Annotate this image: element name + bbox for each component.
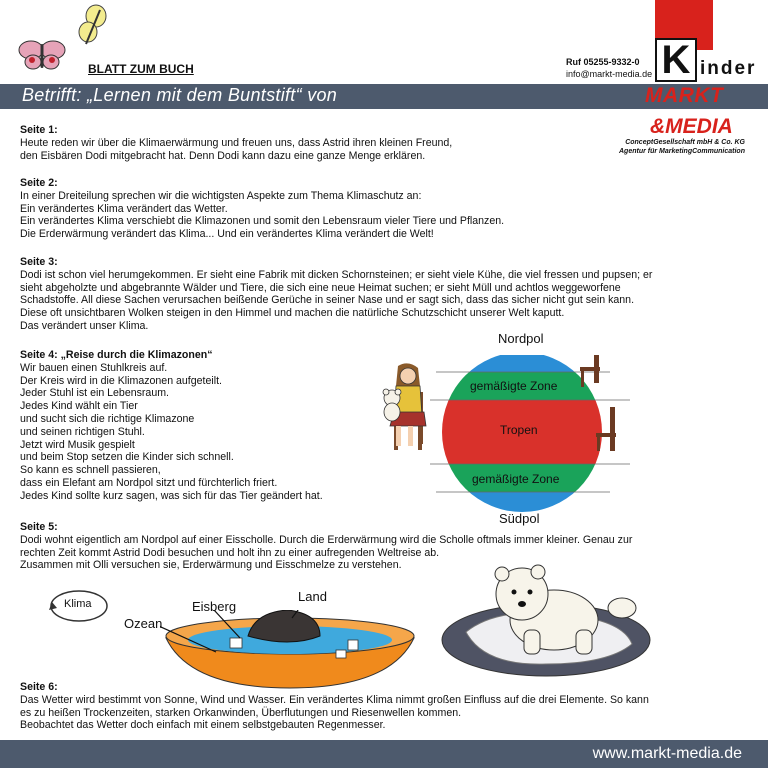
globe-label-nordpol: Nordpol [498,331,544,346]
text-line: Wir bauen einen Stuhlkreis auf. [20,361,168,374]
logo-markt-text: MARKT [645,84,724,107]
globe-label-zone-bottom: gemäßigte Zone [472,472,560,486]
footer-url-link[interactable]: www.markt-media.de [592,745,742,762]
text-line: So kann es schnell passieren, [20,464,161,477]
text-line: Ein verändertes Klima verschiebt die Klimazonen und somit den Lebensraum vieler Tiere und Pflanzen. [20,215,505,228]
polar-zone-south [430,492,650,514]
polar-zone-north [430,355,650,372]
text-line: Diese oft unsichtbaren Wolken steigen in den Himmel und machen die natürliche Schutzschicht unserer Welt kaputt. [20,307,565,320]
text-line: sieht abgeholzte und abgebrannte Wälder und Tiere, die sich eine neue Heimat suchen; er sieht Müll und achtlos weggeworfene [20,281,621,294]
globe-label-suedpol: Südpol [499,511,540,526]
tropical-zone [430,400,650,464]
globe-label-zone-top: gemäßigte Zone [470,379,558,393]
text-line: Dodi ist schon viel herumgekommen. Er sieht eine Fabrik mit dicken Schornsteinen; er sieht viele Kühe, die viel fressen und pupsen; er [20,268,653,281]
polar-bear-on-ice-illustration [436,560,656,680]
section-heading: Seite 6: [20,681,58,693]
banner-title: Betrifft: „Lernen mit dem Buntstift“ von [22,85,338,105]
text-line: den Eisbären Dodi mitgebracht hat. Denn Dodi kann dazu eine ganze Menge erklären. [20,149,426,162]
text-line: Jedes Kind wählt ein Tier [20,400,138,413]
logo-kinder-text: inder [700,58,757,79]
contact-phone: Ruf 05255-9332-0 [566,57,640,67]
butterfly-yellow-icon [76,4,110,48]
section-seite-6 [20,681,750,732]
chair-icon [580,355,600,387]
section-seite-2 [20,177,750,241]
text-line: Jetzt wird Musik gespielt [20,438,135,451]
text-line: und seinen richtigen Stuhl. [20,425,145,438]
text-line: Die Erderwärmung verändert das Klima... Und ein verändertes Klima verändert die Welt! [20,228,434,241]
text-line: rechten Zeit kommt Astrid Dodi besuchen und holt ihn zu einer aufregenden Weltreise ab. [20,546,440,559]
section-heading: Seite 1: [20,124,58,136]
text-line: In einer Dreiteilung sprechen wir die wichtigsten Aspekte zum Thema Klimaschutz an: [20,189,422,202]
bowl-label-eisberg: Eisberg [192,599,237,614]
contact-info [566,56,652,80]
butterfly-pink-icon [18,38,66,72]
text-line: Dodi wohnt eigentlich am Nordpol auf einer Eisscholle. Durch die Erderwärmung wird die Scholle oftmals immer kleiner. Genau zur [20,533,633,546]
section-seite-4 [20,349,380,503]
page-title: BLATT ZUM BUCH [88,62,194,76]
text-line: Jeder Stuhl ist ein Lebensraum. [20,387,169,400]
section-heading: Seite 4: „Reise durch die Klimazonen“ [20,349,213,361]
section-heading: Seite 5: [20,521,58,533]
logo-subtitle-line2: Agentur für MarketingCommunication [618,148,745,155]
logo-k: K [655,38,697,82]
text-line: Das Wetter wird bestimmt von Sonne, Wind und Wasser. Ein verändertes Klima nimmt großen Einfluss auf die drei Elemente. So kann [20,693,649,706]
klima-label: Klima [64,598,92,610]
ocean-bowl-illustration [160,610,420,690]
text-line: Heute reden wir über die Klimaerwärmung und freuen uns, dass Astrid ihren kleinen Freund, [20,136,453,149]
text-line: Schadstoffe. All diese Sachen verursachen beißende Gerüche in seiner Nase und er sagt sich, dass das sicher nicht gut sein kann. [20,294,635,307]
logo-media-text: &MEDIA [650,115,733,138]
bowl-label-land: Land [298,589,327,604]
text-line: und sucht sich die richtige Klimazone [20,412,195,425]
section-heading: Seite 3: [20,256,58,268]
bowl-label-ozean: Ozean [124,616,163,631]
contact-email[interactable]: info@markt-media.de [566,69,653,79]
text-line: Das verändert unser Klima. [20,319,149,332]
section-seite-1 [20,124,750,162]
section-heading: Seite 2: [20,177,58,189]
text-line: Der Kreis wird in die Klimazonen aufgeteilt. [20,374,222,387]
logo-subtitle-line1: ConceptGesellschaft mbH & Co. KG [625,139,745,146]
text-line: Zusammen mit Olli versuchen sie, Erderwärmung und Eisschmelze zu verstehen. [20,559,402,572]
text-line: Jedes Kind sollte kurz sagen, was sich für das Tier geändert hat. [20,489,323,502]
text-line: und beim Stop setzen die Kinder sich schnell. [20,451,234,464]
globe-label-tropen: Tropen [500,423,538,437]
text-line: es zu heißen Trockenzeiten, starken Orkanwinden, Überflutungen und Riesenwellen kommen. [20,706,462,719]
text-line: dass ein Elefant am Nordpol sitzt und fürchterlich friert. [20,476,278,489]
text-line: Beobachtet das Wetter doch einfach mit einem selbstgebauten Regenmesser. [20,719,386,732]
section-seite-3 [20,256,750,333]
text-line: Ein verändertes Klima verändert das Wetter. [20,202,228,215]
